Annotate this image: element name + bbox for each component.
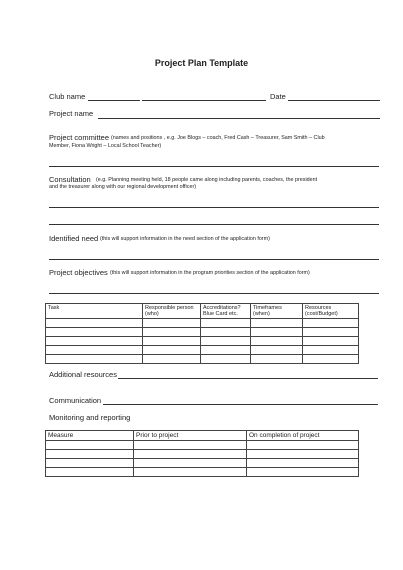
table-cell[interactable] bbox=[143, 355, 201, 364]
responsible-header: Responsible person (who) bbox=[143, 304, 201, 319]
table-cell[interactable] bbox=[303, 337, 359, 346]
table-cell[interactable] bbox=[303, 346, 359, 355]
club-name-line-1[interactable] bbox=[88, 100, 140, 101]
consultation-hint-1: (e.g. Planning meeting held, 18 people came along including parents, coaches, the president bbox=[96, 177, 318, 183]
identified-need-hint: (this will support information in the need section of the application form) bbox=[100, 236, 270, 242]
table-cell[interactable] bbox=[143, 328, 201, 337]
table-cell[interactable] bbox=[247, 468, 359, 477]
task-table bbox=[45, 303, 359, 364]
table-row bbox=[46, 450, 359, 459]
consultation-line-1[interactable] bbox=[49, 207, 379, 208]
additional-resources-line[interactable] bbox=[118, 378, 378, 379]
date-line[interactable] bbox=[288, 100, 380, 101]
table-cell[interactable] bbox=[201, 319, 251, 328]
table-cell[interactable] bbox=[46, 355, 143, 364]
table-row bbox=[46, 346, 359, 355]
consultation-hint-2: and the treasurer along with our regional development officer) bbox=[49, 184, 197, 190]
table-row bbox=[46, 319, 359, 328]
task-header: Task bbox=[46, 304, 143, 319]
table-cell[interactable] bbox=[46, 459, 134, 468]
prior-header: Prior to project bbox=[134, 431, 247, 441]
table-cell[interactable] bbox=[46, 346, 143, 355]
identified-need-line[interactable] bbox=[49, 259, 379, 260]
table-row bbox=[46, 468, 359, 477]
table-cell[interactable] bbox=[46, 337, 143, 346]
table-cell[interactable] bbox=[143, 319, 201, 328]
table-cell[interactable] bbox=[251, 346, 303, 355]
table-cell[interactable] bbox=[247, 450, 359, 459]
project-objectives-line[interactable] bbox=[49, 293, 379, 294]
table-cell[interactable] bbox=[201, 337, 251, 346]
project-name-line[interactable] bbox=[98, 118, 380, 119]
project-committee-hint-1: (names and positions , e.g. Joe Blogs – coach, Fred Cash – Treasurer, Sam Smith – Club bbox=[111, 135, 325, 141]
table-row bbox=[46, 355, 359, 364]
measure-table bbox=[45, 430, 359, 477]
consultation-label: Consultation bbox=[49, 175, 91, 184]
project-committee-line[interactable] bbox=[49, 166, 379, 167]
table-cell[interactable] bbox=[46, 450, 134, 459]
table-cell[interactable] bbox=[143, 337, 201, 346]
table-cell[interactable] bbox=[46, 468, 134, 477]
club-name-line-2[interactable] bbox=[142, 100, 266, 101]
communication-label: Communication bbox=[49, 396, 102, 405]
table-cell[interactable] bbox=[201, 355, 251, 364]
table-cell[interactable] bbox=[201, 328, 251, 337]
table-row bbox=[46, 441, 359, 450]
table-cell[interactable] bbox=[251, 337, 303, 346]
communication-line[interactable] bbox=[103, 404, 378, 405]
project-committee-hint-2: Member, Fiona Wright – Local School Teacher) bbox=[49, 143, 162, 149]
date-label: Date bbox=[270, 92, 286, 101]
table-row bbox=[46, 459, 359, 468]
table-cell[interactable] bbox=[134, 450, 247, 459]
table-row bbox=[46, 328, 359, 337]
table-cell[interactable] bbox=[303, 319, 359, 328]
table-cell[interactable] bbox=[303, 355, 359, 364]
table-cell[interactable] bbox=[247, 441, 359, 450]
table-cell[interactable] bbox=[201, 346, 251, 355]
project-name-label: Project name bbox=[49, 109, 94, 118]
table-cell[interactable] bbox=[251, 328, 303, 337]
measure-table-header-row bbox=[46, 431, 359, 441]
table-cell[interactable] bbox=[303, 328, 359, 337]
project-committee-label: Project committee bbox=[49, 133, 110, 142]
table-cell[interactable] bbox=[143, 346, 201, 355]
consultation-line-2[interactable] bbox=[49, 224, 379, 225]
resources-header: Resources (cost/Budget) bbox=[303, 304, 359, 319]
timeframes-header: Timeframes (when) bbox=[251, 304, 303, 319]
table-cell[interactable] bbox=[46, 441, 134, 450]
table-cell[interactable] bbox=[247, 459, 359, 468]
measure-header: Measure bbox=[46, 431, 134, 441]
table-cell[interactable] bbox=[134, 441, 247, 450]
monitoring-label: Monitoring and reporting bbox=[49, 413, 131, 422]
table-cell[interactable] bbox=[46, 319, 143, 328]
table-cell[interactable] bbox=[251, 319, 303, 328]
table-row bbox=[46, 337, 359, 346]
table-cell[interactable] bbox=[134, 468, 247, 477]
completion-header: On completion of project bbox=[247, 431, 359, 441]
table-cell[interactable] bbox=[134, 459, 247, 468]
identified-need-label: Identified need bbox=[49, 234, 99, 243]
club-name-label: Club name bbox=[49, 92, 86, 101]
task-table-header-row bbox=[46, 304, 359, 319]
page-title: Project Plan Template bbox=[154, 58, 249, 68]
project-objectives-label: Project objectives bbox=[49, 268, 108, 277]
project-objectives-hint: (this will support information in the program priorities section of the application form) bbox=[110, 270, 310, 276]
table-cell[interactable] bbox=[251, 355, 303, 364]
accreditations-header: Accreditations? Blue Card etc. bbox=[201, 304, 251, 319]
additional-resources-label: Additional resources bbox=[49, 370, 117, 379]
table-cell[interactable] bbox=[46, 328, 143, 337]
